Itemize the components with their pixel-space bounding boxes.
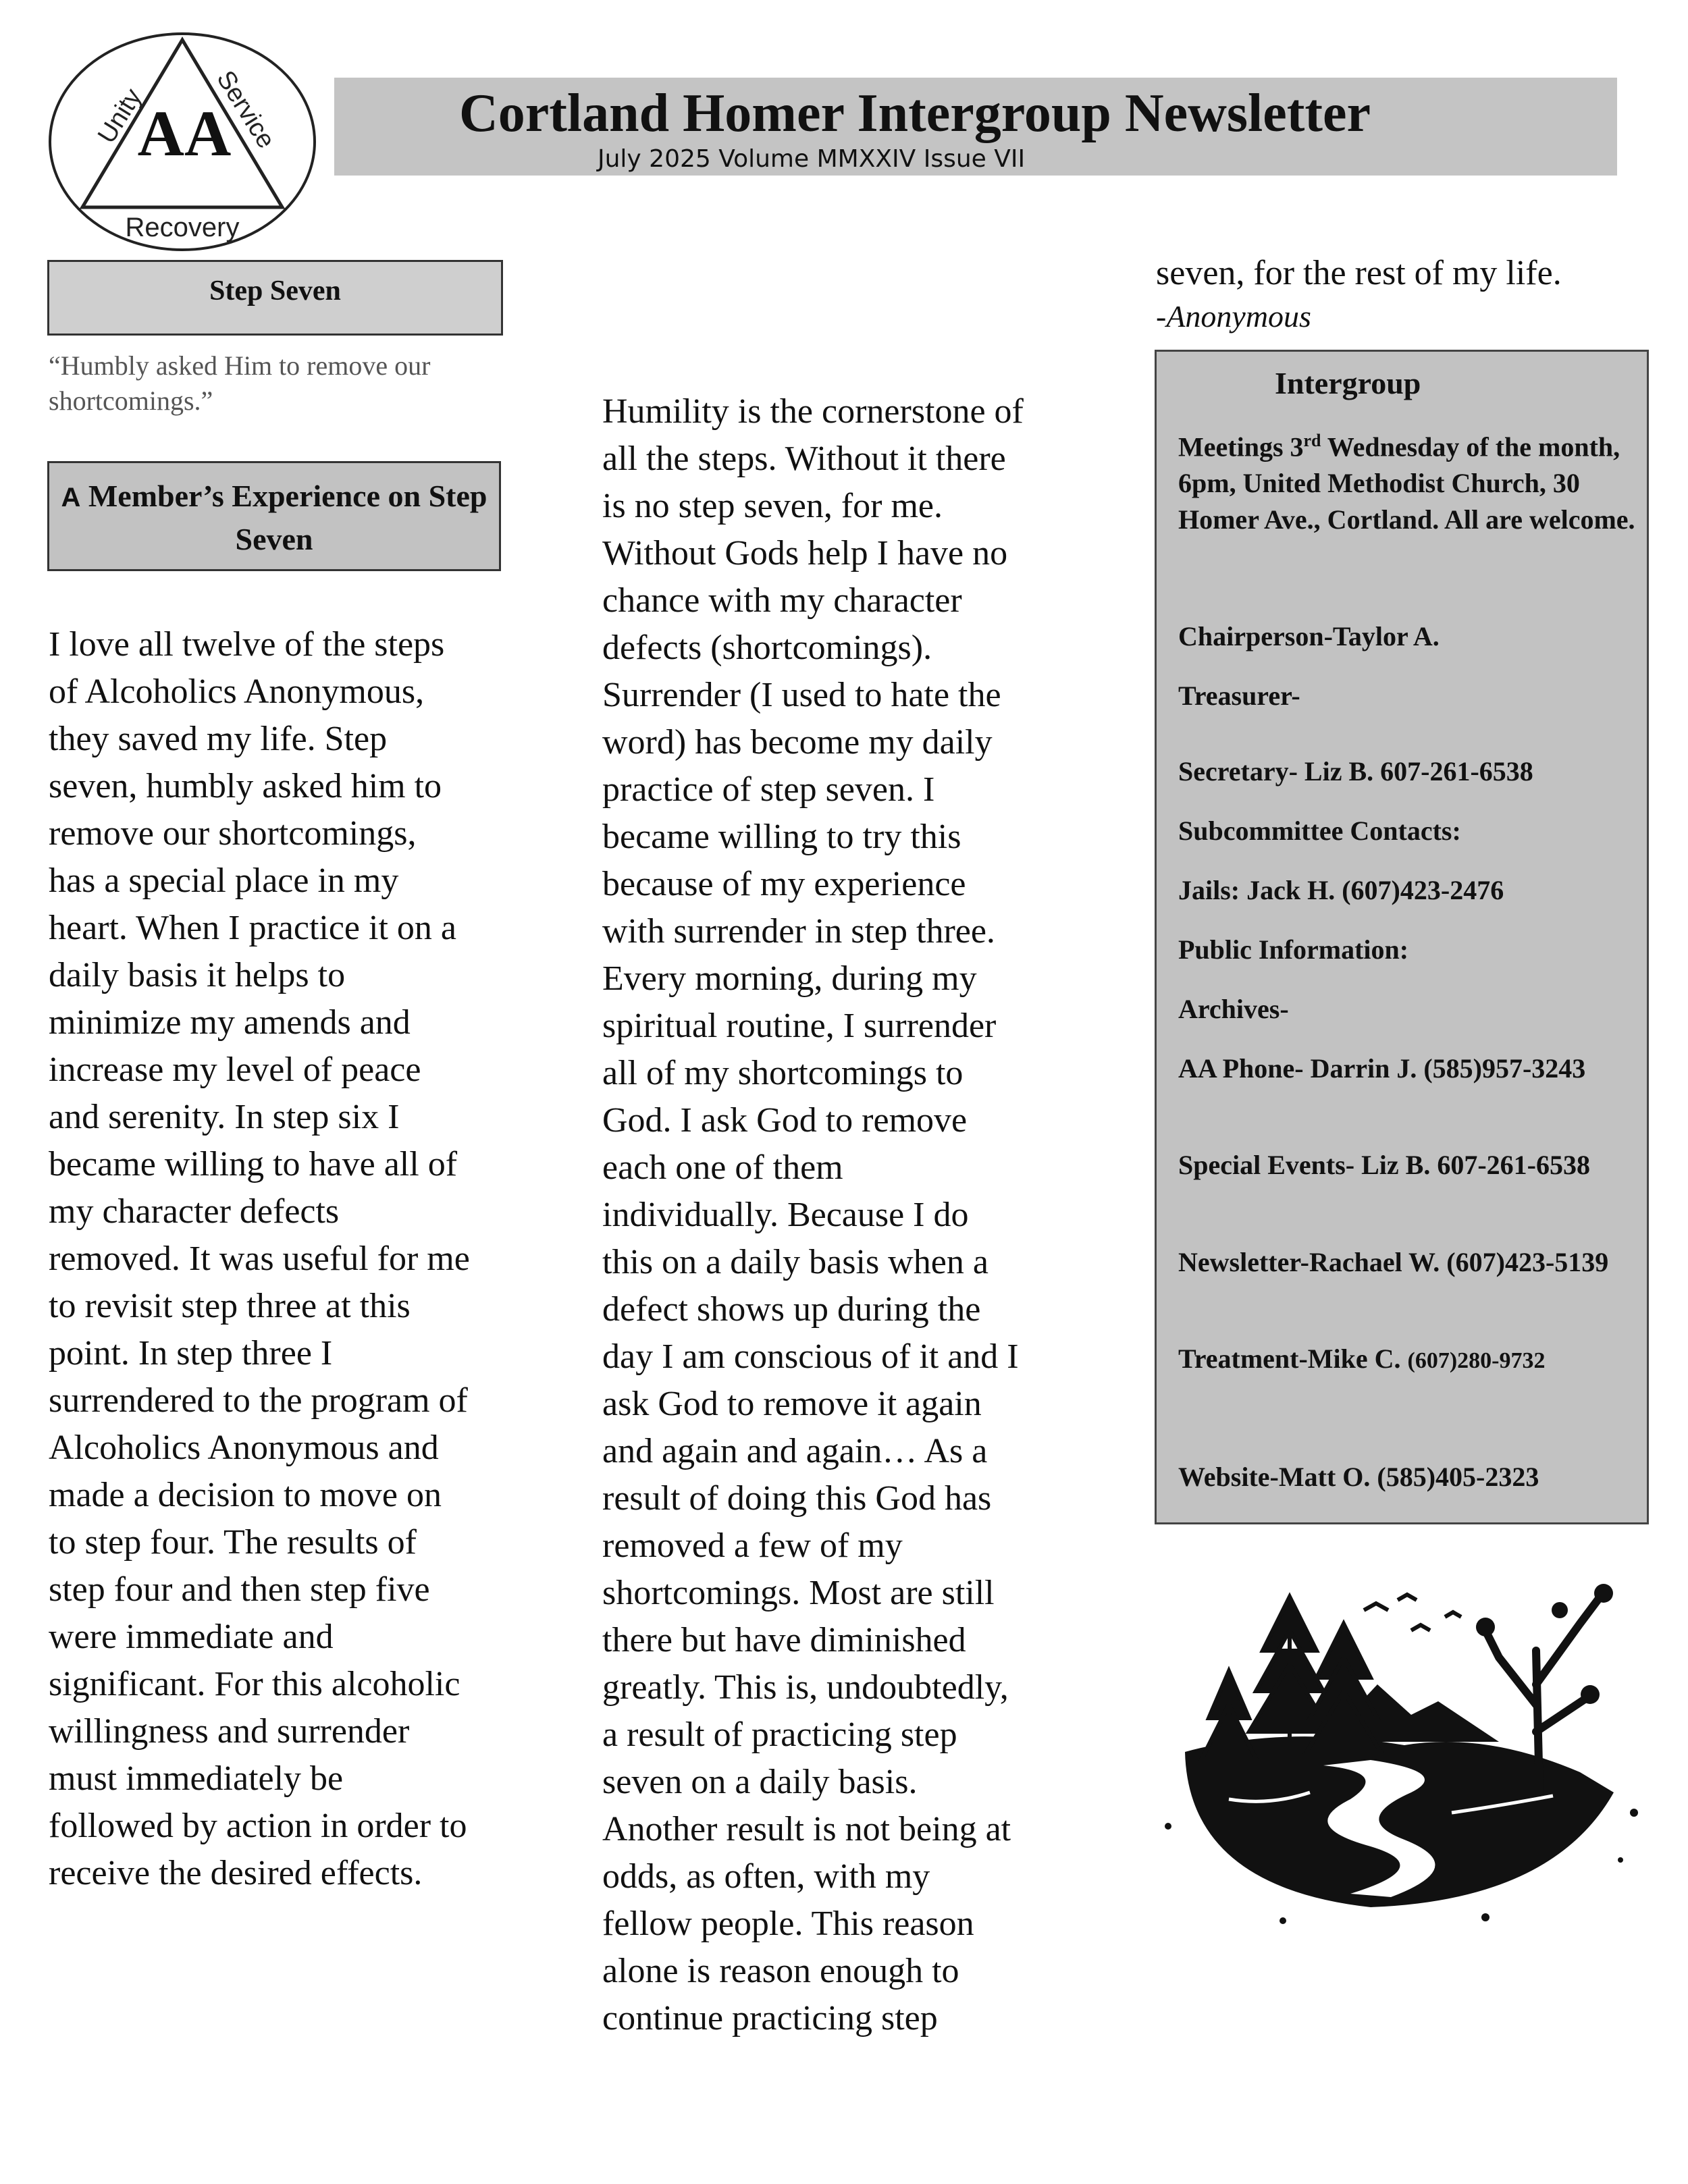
meetings-text-c: 6pm, United Methodist Church, 30 Homer Ave., Cortland. All are welcome.: [1178, 468, 1635, 535]
meetings-superscript: rd: [1303, 431, 1321, 450]
logo-center-text: AA: [137, 97, 232, 169]
article-column-1: I love all twelve of the steps of Alcoholics Anonymous, they saved my life. Step seven, humbly asked him to remove our shortcomings, has a special place in my heart. When I practice it on a daily basis it helps to minimize my amends and increase my level of peace and serenity. In step six I became willing to have all of my character defects removed. It was useful for me to revisit step three at this point. In step three I surrendered to the program of Alcoholics Anonymous and made a decision to move on to step four. The results of step four and then step five were immediate and significant. For this alcoholic willingness and surrender must immediately be followed by action in order to receive the desired effects.: [49, 625, 470, 1892]
article-signature: -Anonymous: [1156, 299, 1311, 334]
intergroup-box: [1155, 350, 1649, 1524]
treatment-name: Treatment-Mike C.: [1178, 1343, 1408, 1374]
newsletter-contact: Newsletter-Rachael W. (607)423-5139: [1178, 1247, 1609, 1277]
newsletter-title: Cortland Homer Intergroup Newsletter: [458, 84, 1371, 143]
aa-phone-contact: AA Phone- Darrin J. (585)957-3243: [1178, 1053, 1586, 1084]
step-heading-box: Step Seven: [47, 260, 503, 336]
issue-line: July 2025 Volume MMXXIV Issue VII: [598, 145, 1026, 173]
archives: Archives-: [1178, 994, 1289, 1024]
meetings-text-b: Wednesday of the month,: [1321, 431, 1620, 462]
subcommittee-heading: Subcommittee Contacts:: [1178, 816, 1461, 846]
meetings-text-a: Meetings 3: [1178, 431, 1304, 462]
chairperson: Chairperson-Taylor A.: [1178, 621, 1440, 651]
article-heading-prefix: A: [61, 483, 81, 512]
article-column-2: Humility is the cornerstone of all the steps. Without it there is no step seven, for me. Without Gods help I have no chance with my character defects (shortcomings). Surrender (I used to hate the word) has become my daily practice of step seven. I became willing to try this because of my experience with surrender in step three. Every morning, during my spiritual routine, I surrender all of my shortcomings to God. I ask God to remove each one of them individually. Because I do this on a daily basis when a defect shows up during the day I am conscious of it and I ask God to remove it again and again and again… As a result of doing this God has removed a few of my shortcomings. Most are still there but have diminished greatly. This is, undoubtedly, a result of practicing step seven on a daily basis. Another result is not being at odds, as often, with my fellow people. This reason alone is reason enough to continue practicing step: [602, 392, 1024, 2037]
special-events-contact: Special Events- Liz B. 607-261-6538: [1178, 1150, 1590, 1180]
landscape-illustration: [1148, 1570, 1674, 1934]
treatment-contact: [1178, 1341, 1637, 1379]
aa-logo: [47, 30, 317, 253]
logo-recovery-text: Recovery: [125, 213, 240, 242]
article-column-3: seven, for the rest of my life.: [1156, 254, 1562, 292]
article-heading-box: [47, 461, 501, 571]
treatment-phone: (607)280-9732: [1407, 1348, 1546, 1373]
website-contact: Website-Matt O. (585)405-2323: [1178, 1462, 1539, 1492]
article-heading-text: Member’s Experience on Step Seven: [80, 479, 487, 556]
jails-contact: Jails: Jack H. (607)423-2476: [1178, 875, 1504, 905]
title-banner: [334, 78, 1617, 176]
meetings-info: [1178, 423, 1637, 538]
logo-service-text: Service: [211, 65, 281, 154]
intergroup-title: Intergroup: [1275, 366, 1421, 400]
secretary: Secretary- Liz B. 607-261-6538: [1178, 756, 1533, 787]
logo-unity-text: Unity: [93, 84, 148, 149]
public-information: Public Information:: [1178, 934, 1409, 965]
step-quote: “Humbly asked Him to remove our shortcomings.”: [49, 350, 431, 416]
treasurer: Treasurer-: [1178, 681, 1300, 711]
